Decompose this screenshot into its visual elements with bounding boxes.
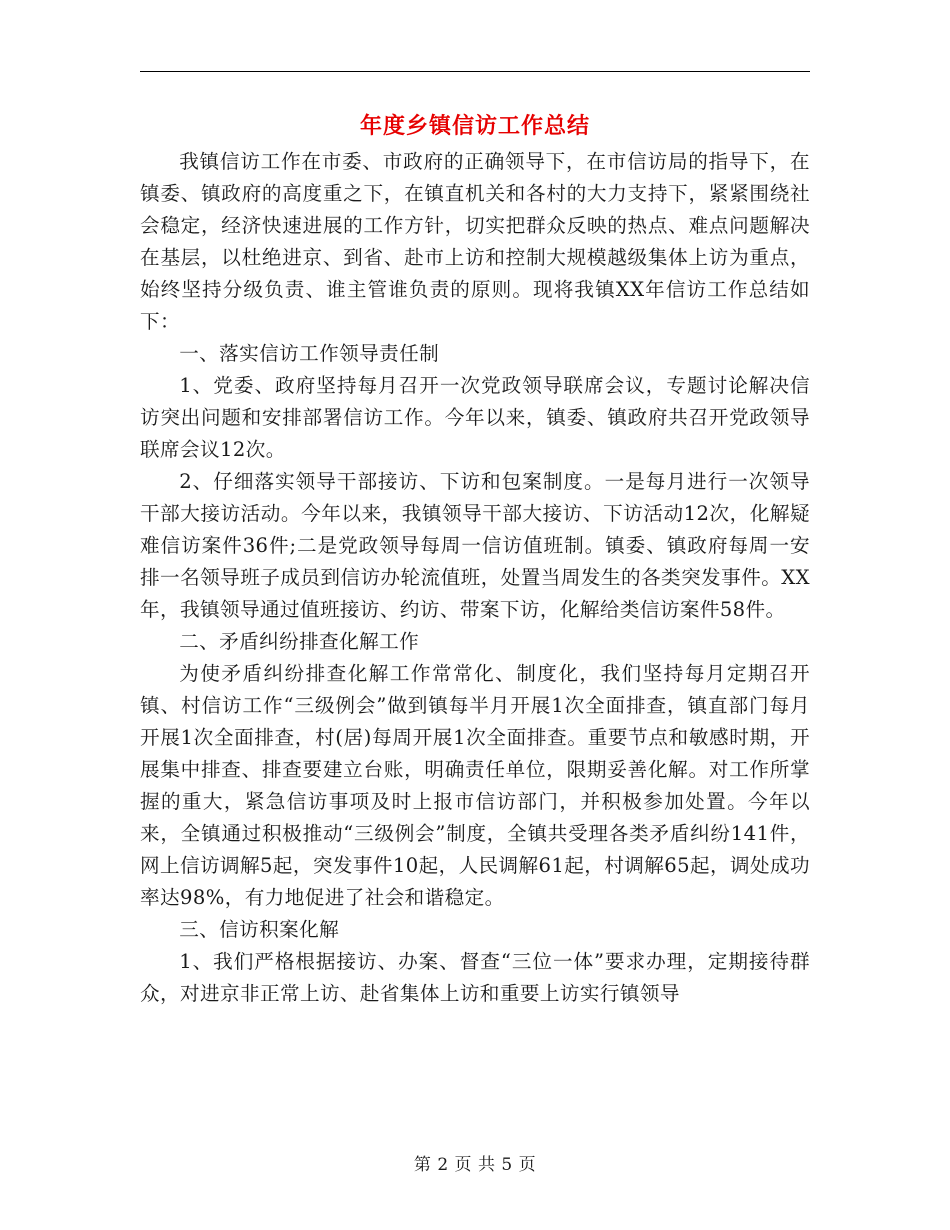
paragraph: 1、党委、政府坚持每月召开一次党政领导联席会议，专题讨论解决信访突出问题和安排部署信访工作。今年以来，镇委、镇政府共召开党政领导联席会议12次。 bbox=[140, 374, 810, 461]
page-number-footer: 第 2 页 共 5 页 bbox=[413, 1155, 537, 1175]
header-rule bbox=[140, 71, 810, 72]
paragraph: 1、我们严格根据接访、办案、督查“三位一体”要求办理，定期接待群众，对进京非正常上访、赴省集体上访和重要上访实行镇领导 bbox=[140, 950, 810, 1005]
document-body bbox=[140, 146, 810, 1010]
section-heading-1: 一、落实信访工作领导责任制 bbox=[179, 342, 440, 365]
section-heading-3: 三、信访积案化解 bbox=[179, 918, 340, 941]
paragraph-intro: 我镇信访工作在市委、市政府的正确领导下，在市信访局的指导下，在镇委、镇政府的高度重之下，在镇直机关和各村的大力支持下，紧紧围绕社会稳定，经济快速进展的工作方针，切实把群众反映的热点、难点问题解决在基层，以杜绝进京、到省、赴市上访和控制大规模越级集体上访为重点，始终坚持分级负责、谁主管谁负责的原则。现将我镇XX年信访工作总结如下： bbox=[140, 150, 810, 333]
section-heading-2: 二、矛盾纠纷排查化解工作 bbox=[179, 630, 420, 653]
paragraph: 2、仔细落实领导干部接访、下访和包案制度。一是每月进行一次领导干部大接访活动。今年以来，我镇领导干部大接访、下访活动12次，化解疑难信访案件36件;二是党政领导每周一信访值班制。镇委、镇政府每周一安排一名领导班子成员到信访办轮流值班，处置当周发生的各类突发事件。XX年，我镇领导通过值班接访、约访、带案下访，化解给类信访案件58件。 bbox=[140, 470, 810, 621]
paragraph: 为使矛盾纠纷排查化解工作常常化、制度化，我们坚持每月定期召开镇、村信访工作“三级例会”做到镇每半月开展1次全面排查，镇直部门每月开展1次全面排查，村(居)每周开展1次全面排查。重要节点和敏感时期，开展集中排查、排查要建立台账，明确责任单位，限期妥善化解。对工作所掌握的重大，紧急信访事项及时上报市信访部门，并积极参加处置。今年以来，全镇通过积极推动“三级例会”制度，全镇共受理各类矛盾纠纷141件，网上信访调解5起，突发事件10起，人民调解61起，村调解65起，调处成功率达98%，有力地促进了社会和谐稳定。 bbox=[140, 662, 810, 909]
document-title: 年度乡镇信访工作总结 bbox=[359, 113, 590, 139]
